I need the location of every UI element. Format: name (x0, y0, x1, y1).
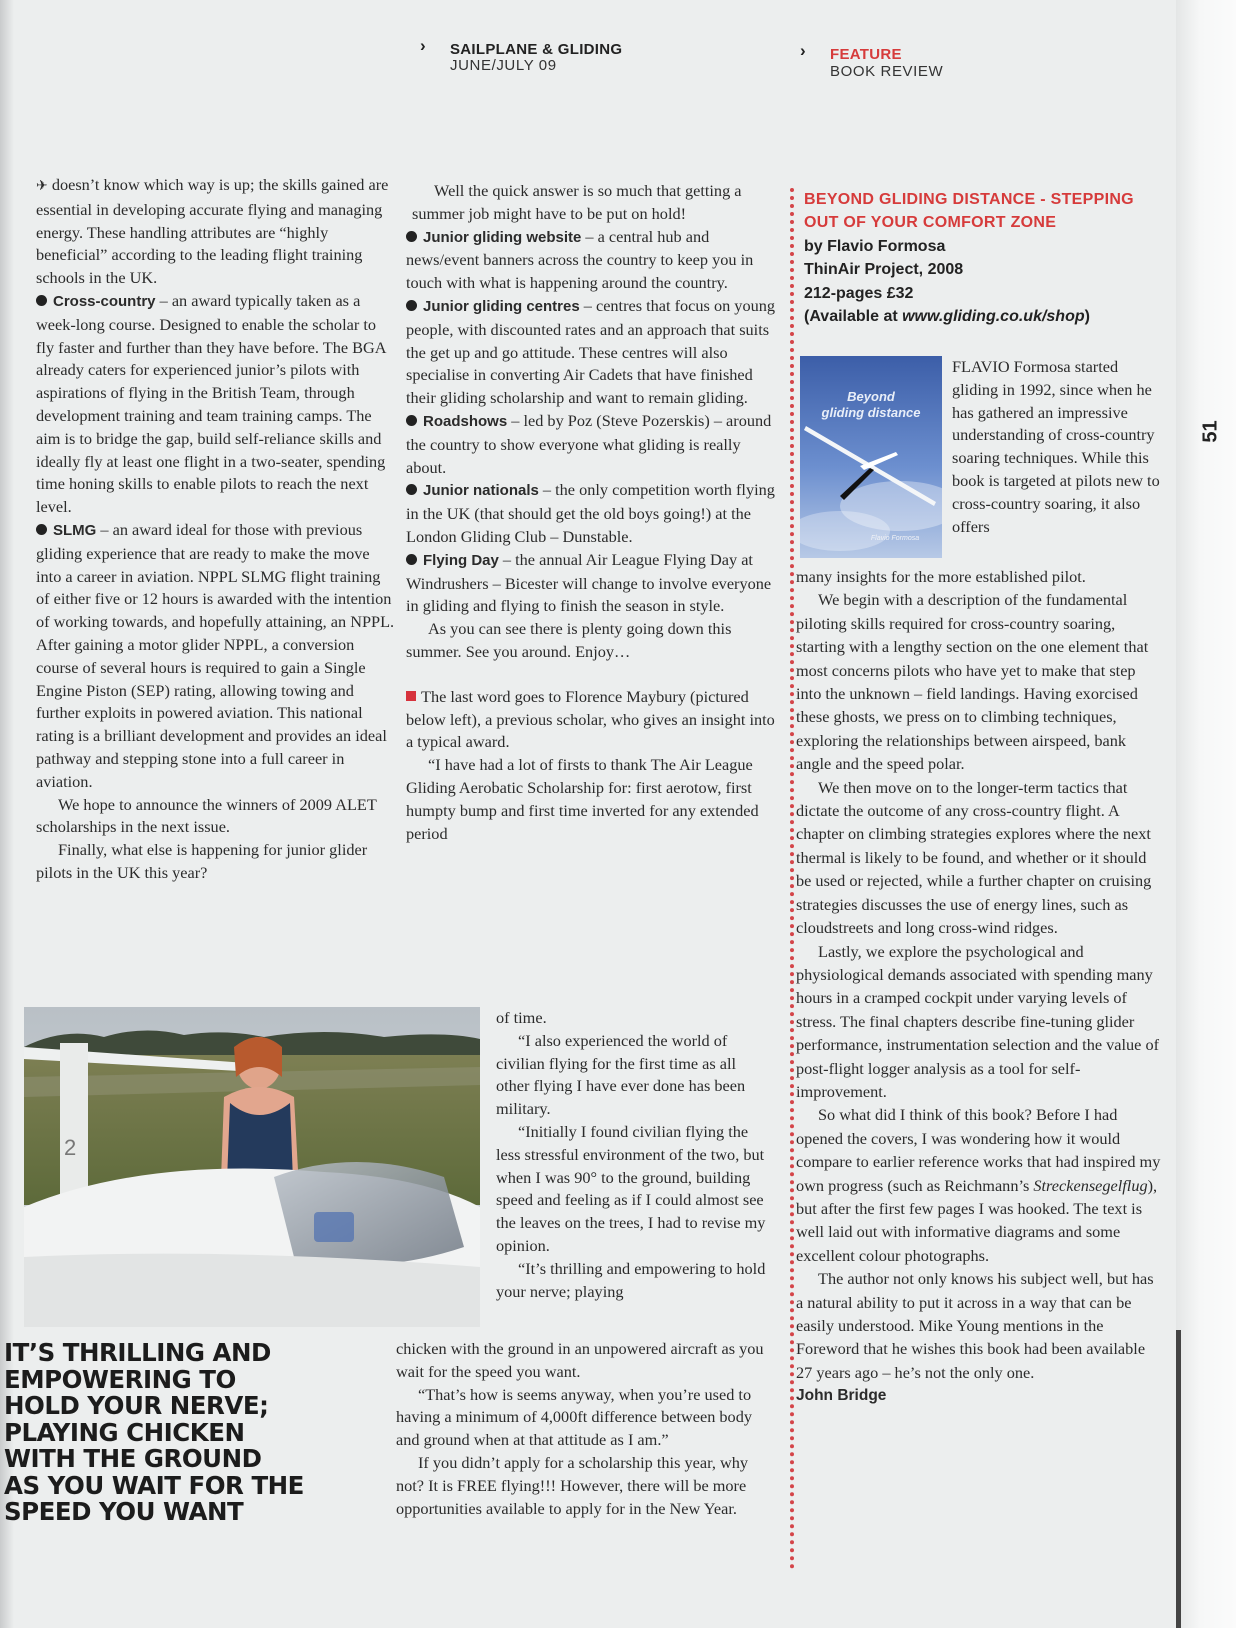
photo-pilot-with-glider (24, 1007, 480, 1327)
review-body (796, 565, 1164, 1408)
review-pages-price: 212-pages £32 (804, 284, 914, 302)
paragraph: We hope to announce the winners of 2009 ALET scholarships in the next issue. (36, 794, 377, 837)
paragraph: many insights for the more established pilot. (796, 567, 1086, 586)
paragraph: So what did I think of this book? Before I had opened the covers, I was wondering how it would compare to earlier reference works that had inspired my own progress (such as Reichmann’s Streckensegelflug), but after the first few pages I was hooked. The text is well laid out with informative diagrams and some excellent colour photographs. (796, 1105, 1161, 1265)
bullet-dot-icon (406, 484, 417, 495)
list-item-nationals: Junior nationals – the only competition worth flying in the UK (that should get the old boys going!) at the London Gliding Club – Dunstable. (406, 480, 775, 546)
paragraph: We begin with a description of the fundamental piloting skills required for cross-country soaring, starting with a lengthy section on the one element that most concerns pilots who have yet to make that step into the unknown – field landings. Having exorcised these ghosts, we press on to climbing techniques, exploring the relationships between airspeed, bank angle and the speed polar. (796, 590, 1149, 774)
paragraph: We then move on to the longer-term tactics that dictate the outcome of any cross-country flight. A chapter on climbing strategies explores where the next thermal is likely to be found, and whether or it should be used or rejected, while a further chapter on cruising strategies discusses the use of energy lines, such as cloudstreets and long cross-wind ridges. (796, 777, 1152, 938)
book-cover (800, 356, 942, 558)
bullet-dot-icon (36, 524, 47, 535)
bullet-dot-icon (406, 554, 417, 565)
paragraph: “That’s how is seems anyway, when you’re used to having a minimum of 4,000ft difference between body and ground when at that attitude as I am.” (396, 1384, 752, 1450)
paragraph: Well the quick answer is so much that getting a summer job might have to be put on hold! (412, 181, 742, 223)
review-availability: (Available at www.gliding.co.uk/shop) (804, 308, 1090, 326)
page-number: 51 (1199, 420, 1222, 443)
cover-author: Flavio Formosa (870, 535, 920, 542)
column-2-narrow (496, 1007, 768, 1303)
list-item-website: Junior gliding website – a central hub and news/event banners across the country to keep you in touch with what is happening around the country. (406, 226, 754, 293)
review-byline: by Flavio Formosa (804, 237, 946, 255)
review-intro: FLAVIO Formosa started gliding in 1992, since when he has gathered an impressive understanding of cross-country soaring techniques. While this book is targeted at pilots new to cross-country soaring, it also offers (952, 357, 1160, 536)
issue-date: JUNE/JULY 09 (450, 57, 557, 74)
review-header (804, 188, 1164, 328)
paragraph: chicken with the ground in an unpowered aircraft as you wait for the speed you want. (396, 1339, 764, 1381)
paragraph: The last word goes to Florence Maybury (pictured below left), a previous scholar, who gives an insight into a typical award. (406, 686, 775, 752)
column-2 (406, 180, 776, 845)
paragraph: “I have had a lot of firsts to thank The Air League Gliding Aerobatic Scholarship for: first aerotow, first humpty bump and first time inverted for any extended period (406, 755, 759, 843)
review-publisher: ThinAir Project, 2008 (804, 261, 964, 279)
paragraph: “Initially I found civilian flying the less stressful environment of the two, but when I was 90° to the ground, building speed and feeling as if I could almost see the leaves on the trees, I had to revise my opinion. (496, 1121, 766, 1255)
glider-symbol-icon: ✈ (36, 179, 48, 194)
bullet-dot-icon (406, 231, 417, 242)
list-item-roadshows: Roadshows – led by Poz (Steve Pozerskis) – around the country to show everyone what gliding is really about. (406, 410, 772, 477)
cover-title-line-2: gliding distance (821, 405, 921, 420)
review-title: BEYOND GLIDING DISTANCE - STEPPING OUT OF YOUR COMFORT ZONE (804, 191, 1134, 232)
reviewer-name: John Bridge (796, 1387, 887, 1405)
bullet-dot-icon (406, 415, 417, 426)
paragraph: As you can see there is plenty going down this summer. See you around. Enjoy… (406, 619, 732, 661)
list-item-slmg: SLMG – an award ideal for those with previous gliding experience that are ready to make the move into a career in aviation. NPPL SLMG flight training of either five or 12 hours is awarded with the intention of working towards, and hopefully attaining, an NPPL. After gaining a motor glider NPPL, a conversion course of several hours is required to gain a Single Engine Piston (SEP) rating, allowing towing and further exploits in powered aviation. This national rating is a brilliant development and provides an ideal pathway and stepping stone into a full career in aviation. (36, 519, 395, 791)
chevron-right-icon: › (800, 41, 806, 60)
shop-link[interactable]: www.gliding.co.uk/shop (902, 308, 1085, 326)
paragraph: ✈ doesn’t know which way is up; the skills gained are essential in developing accurate flying and managing energy. These handling attributes are “highly beneficial” according to the leading flight training schools in the UK. (36, 175, 389, 288)
bullet-dot-icon (406, 300, 417, 311)
pull-quote: IT’S THRILLING AND EMPOWERING TO HOLD YOUR NERVE; PLAYING CHICKEN WITH THE GROUND AS YOU WAIT FOR THE SPEED YOU WANT (4, 1338, 304, 1526)
paragraph: Lastly, we explore the psychological and physiological demands associated with spending many hours in a cramped cockpit under varying levels of stress. The final chapters describe fine-tuning glider performance, instrumentation selection and the value of post-flight logger analysis as a tool for self-improvement. (796, 941, 1160, 1101)
paragraph: “It’s thrilling and empowering to hold your nerve; playing (496, 1258, 766, 1301)
list-item-cross-country: Cross-country – an award typically taken as a week-long course. Designed to enable the scholar to fly faster and further than they have before. The BGA already caters for experienced junior’s pilots with aspirations of flying in the British Team, through development training and team training camps. The aim is to bridge the gap, build self-reliance skills and ideally fly at least one flight in a two-seater, spending time honing skills to enable pilots to reach the next level. (36, 290, 386, 517)
chevron-right-icon: › (420, 36, 426, 55)
paragraph: If you didn’t apply for a scholarship this year, why not? It is FREE flying!!! However, there will be more opportunities available to apply for in the New Year. (396, 1452, 749, 1518)
column-divider (790, 188, 794, 1570)
cover-title-line-1: Beyond (847, 389, 895, 404)
column-2-bottom (396, 1338, 770, 1520)
list-item-flying-day: Flying Day – the annual Air League Flying Day at Windrushers – Bicester will change to involve everyone in gliding and flying to finish the season in style. (406, 549, 772, 616)
svg-text:2: 2 (64, 1135, 77, 1160)
subsection-label: BOOK REVIEW (830, 63, 944, 80)
magazine-title: SAILPLANE & GLIDING (450, 41, 623, 58)
binding-edge (1176, 1330, 1181, 1628)
bullet-dot-icon (36, 295, 47, 306)
column-1 (36, 174, 398, 885)
section-label: FEATURE (830, 46, 902, 63)
paragraph: The author not only knows his subject well, but has a natural ability to put it across in a way that can be easily understood. Mike Young mentions in the Foreword that he wishes this book had been available 27 years ago – he’s not the only one. (796, 1269, 1154, 1382)
paragraph: of time. (496, 1008, 547, 1027)
paragraph: Finally, what else is happening for junior glider pilots in the UK this year? (36, 840, 368, 882)
page-edge (1176, 0, 1236, 1628)
list-item-centres: Junior gliding centres – centres that focus on young people, with discounted rates and an approach that suits the get up and go attitude. These centres will also specialise in converting Air Cadets that have finished their gliding scholarship and want to remain gliding. (406, 295, 776, 408)
paragraph: “I also experienced the world of civilian flying for the first time as all other flying I have ever done has been military. (496, 1030, 746, 1119)
red-square-icon (406, 691, 416, 701)
